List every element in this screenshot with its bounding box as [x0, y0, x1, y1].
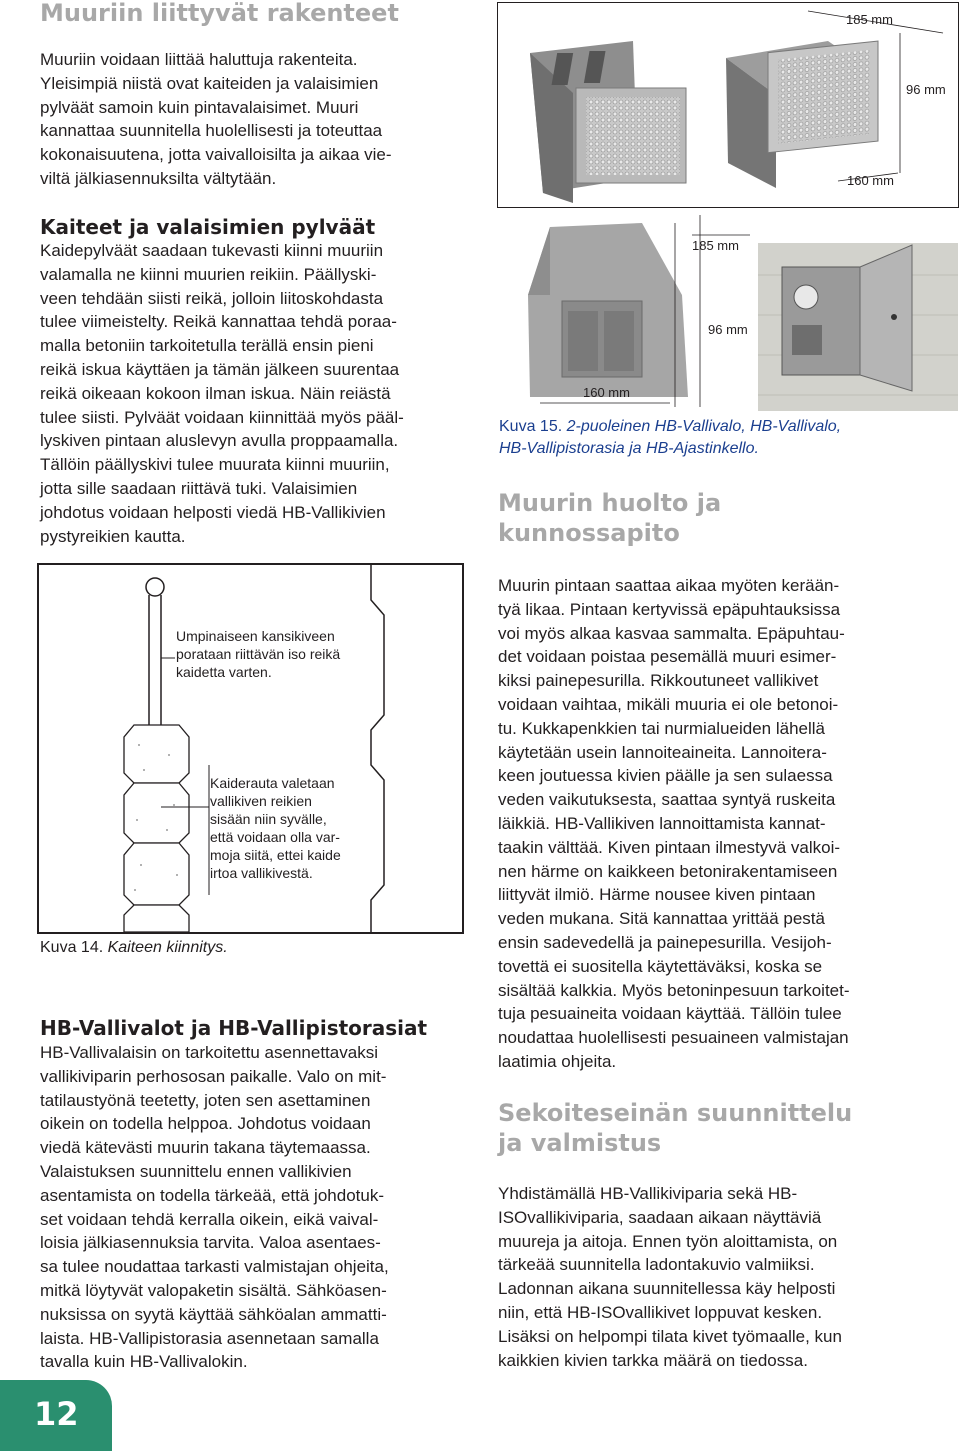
caption-line: [499, 416, 841, 438]
dim-height-top: 96 mm: [906, 82, 946, 97]
body-line: voidaan vaihtaa, mikäli muuria ei ole betonoi-: [498, 694, 839, 714]
body-line: tyä likaa. Pintaan kertyvissä epäpuhtauksissa: [498, 599, 841, 619]
caption-text: 2-puoleinen HB-Vallivalo, HB-Vallivalo,: [566, 418, 842, 435]
dim-height-mid: 96 mm: [708, 322, 748, 337]
dim-depth-mid: 160 mm: [583, 385, 630, 400]
body-line: Tällöin päällyskivi tulee muurata kiinni muuriin,: [40, 455, 390, 475]
body-line: Lisäksi on helpompi tilata kivet työmaalle, kun: [498, 1326, 842, 1346]
body-line: tulee siisti. Pylväät voidaan kiinnittää myös pääl-: [40, 407, 404, 427]
annotation-drill-hole: [176, 627, 340, 681]
body-line: Ladonnan aikana suunnitellessa käy helposti: [498, 1279, 836, 1299]
body-line: liittyvät ilmiö. Härme nousee kiven pintaan: [498, 885, 816, 905]
body-line: Yleisimpiä niistä ovat kaiteiden ja valaisimien: [40, 73, 379, 93]
body-line: viedä kätevästi muurin takana täytemaassa.: [40, 1138, 371, 1158]
dim-width-mid: 185 mm: [692, 238, 739, 253]
body-line: tavalla kuin HB-Vallivalokin.: [40, 1352, 248, 1372]
section-title-mixed-wall: [498, 1098, 852, 1158]
section-title-railings: Kaiteet ja valaisimien pylväät: [40, 215, 376, 239]
body-line: kokonaisuutena, jotta vaivalloisilta ja aikaa vie-: [40, 145, 392, 165]
body-line: kiksi painepesurilla. Rikkoutuneet vallikivet: [498, 671, 819, 691]
body-line: Kaidepylväät saadaan tukevasti kiinni muuriin: [40, 241, 384, 260]
body-line: niin, että HB-ISOvallikivet loppuvat kesken.: [498, 1302, 823, 1322]
body-line: noudattaa huolellisesti pesuaineen valmistajan: [498, 1028, 849, 1048]
dim-depth-top: 160 mm: [847, 173, 894, 188]
body-line: malla betoniin tarkoitetulla terällä ensin pieni: [40, 336, 374, 356]
figure14-caption: [40, 937, 228, 959]
section4-body: [498, 574, 850, 1074]
body-line: sisältää kalkkia. Myös betoninpesuun tarkoitet-: [498, 980, 850, 1000]
body-line: viltä jälkiasennuksilta vältytään.: [40, 168, 277, 188]
body-line: tovettä ei suositella käytettäväksi, koska se: [498, 956, 823, 976]
body-line: laatimia ohjeita.: [498, 1051, 617, 1071]
section-title-maintenance: [498, 488, 721, 548]
body-line: valamalla ne kiinni muurien reikiin. Päällyski-: [40, 264, 377, 284]
title-line: Sekoiteseinän suunnittelu: [498, 1099, 853, 1127]
title-line: kunnossapito: [498, 519, 680, 547]
body-line: nuksissa on syytä käyttää sähköalan ammatti-: [40, 1304, 387, 1324]
annotation-line: Kaiderauta valetaan: [210, 775, 335, 791]
body-line: loisia jälkiasennuksia tarvita. Valoa asentaes-: [40, 1233, 381, 1253]
section3-body: [40, 1041, 389, 1374]
body-line: keen joutuessa kivien päälle ja sen sulaessa: [498, 766, 833, 786]
section-title-structures: Muuriin liittyvät rakenteet: [40, 0, 399, 27]
body-line: veen tehdään siisti reikä, jolloin liitoskohdasta: [40, 288, 384, 308]
title-line: ja valmistus: [498, 1129, 662, 1157]
annotation-line: sisään niin syvälle,: [210, 811, 327, 827]
body-line: Yhdistämällä HB-Vallikiviparia sekä HB-: [498, 1184, 798, 1203]
dim-width-top: 185 mm: [846, 12, 893, 27]
annotation-rebar: [210, 774, 341, 882]
body-line: tuja pesuaineita voidaan käyttää. Tällöin tulee: [498, 1004, 842, 1024]
body-line: mitkä löytyvät valopaketin sisältä. Sähköasen-: [40, 1280, 387, 1300]
page-number: 12: [34, 1395, 79, 1433]
body-line: lyskiven pintaan aluslevyn avulla proppaamalla.: [40, 431, 399, 451]
section5-body: [498, 1182, 842, 1372]
body-line: sa tulee noudattaa tarkasti valmistajan ohjeita,: [40, 1257, 389, 1277]
caption-text: HB-Vallipistorasia ja HB-Ajastinkello.: [499, 440, 759, 457]
annotation-line: irtoa vallikivestä.: [210, 865, 313, 881]
body-line: tulee viimeistelty. Reikä kannattaa tehdä poraa-: [40, 312, 397, 332]
body-line: ISOvallikiviparia, saadaan aikaan näyttäviä: [498, 1207, 822, 1227]
body-line: taakin välttää. Kiven pintaan ilmestyvä valkoi-: [498, 837, 841, 857]
annotation-line: moja siitä, ettei kaide: [210, 847, 341, 863]
body-line: set voidaan tehdä kerralla oikein, eikä vaival-: [40, 1209, 379, 1229]
body-line: läikkiä. HB-Vallikiven lannoittamista kannat-: [498, 813, 826, 833]
title-line: Muurin huolto ja: [498, 489, 722, 517]
annotation-line: porataan riittävän iso reikä: [176, 646, 341, 662]
body-line: reikä iskua käyttäen ja tämän jälkeen suurentaa: [40, 359, 400, 379]
body-line: johdotus voidaan helposti viedä HB-Vallikivien: [40, 502, 386, 522]
body-line: tatilaustyönä teetetty, joten sen asettaminen: [40, 1090, 371, 1110]
annotation-line: että voidaan olla var-: [210, 829, 340, 845]
body-line: tu. Kukkapenkkien tai nurmialueiden lähellä: [498, 718, 825, 738]
figure15-caption: [499, 416, 841, 460]
caption-text: Kaiteen kiinnitys.: [107, 939, 228, 956]
annotation-line: Umpinaiseen kansikiveen: [176, 628, 335, 644]
body-line: veden vaikutuksesta, saattaa syntyä ruskeita: [498, 790, 836, 810]
section-title-lights: HB-Vallivalot ja HB-Vallipistorasiat: [40, 1016, 428, 1040]
body-line: Valaistuksen suunnittelu ennen vallikivien: [40, 1161, 352, 1181]
railing-diagram: [37, 563, 464, 934]
body-line: tärkeää suunnitella ladontakuvio valmiiksi.: [498, 1255, 815, 1275]
body-line: Muuriin voidaan liittää haluttuja rakenteita.: [40, 50, 358, 69]
body-line: voi myös alkaa kasvaa sammalta. Epäpuhtau-: [498, 623, 845, 643]
body-line: oikein on todella helppoa. Johdotus voidaan: [40, 1114, 371, 1134]
body-line: pylväät samoin kuin pintavalaisimet. Muuri: [40, 97, 359, 117]
body-line: det voidaan poistaa pesemällä muuri esimer-: [498, 647, 837, 667]
body-line: vallikiviparin perhososan paikalle. Valo on mit-: [40, 1066, 387, 1086]
socket-products-photo: [520, 215, 958, 415]
body-line: veden mukana. Sitä kannattaa yrittää pestä: [498, 909, 825, 929]
body-line: nen härme on kaikkeen betonirakentamiseen: [498, 861, 838, 881]
annotation-line: kaidetta varten.: [176, 664, 272, 680]
body-line: jotta sille saadaan riittävä tuki. Valaisimien: [40, 478, 358, 498]
body-line: asentamista on todella tärkeää, että johdotuk-: [40, 1185, 384, 1205]
body-line: Muurin pintaan saattaa aikaa myöten kerään-: [498, 576, 840, 595]
section1-body: [40, 48, 392, 191]
annotation-line: vallikiven reikien: [210, 793, 312, 809]
light-products-photo: [497, 2, 959, 208]
body-line: pystyreikien kautta.: [40, 526, 186, 546]
body-line: HB-Vallivalaisin on tarkoitettu asennettavaksi: [40, 1043, 378, 1062]
body-line: kaikkien kivien tarkka määrä on tiedossa.: [498, 1350, 808, 1370]
body-line: laista. HB-Vallipistorasia asennetaan samalla: [40, 1328, 379, 1348]
caption-prefix: Kuva 15.: [499, 418, 563, 435]
caption-prefix: Kuva 14.: [40, 939, 104, 956]
body-line: käytetään usein lannoiteaineita. Lannoitera-: [498, 742, 827, 762]
body-line: kannattaa suunnitella huolellisesti ja toteuttaa: [40, 121, 383, 141]
section2-body: [40, 239, 404, 548]
body-line: reikä oikeaan kokoon ilman iskua. Näin reiästä: [40, 383, 391, 403]
body-line: ensin sadevedellä ja painepesurilla. Vesijoh-: [498, 932, 832, 952]
body-line: muureja ja aitoja. Ennen työn aloittamista, on: [498, 1231, 838, 1251]
